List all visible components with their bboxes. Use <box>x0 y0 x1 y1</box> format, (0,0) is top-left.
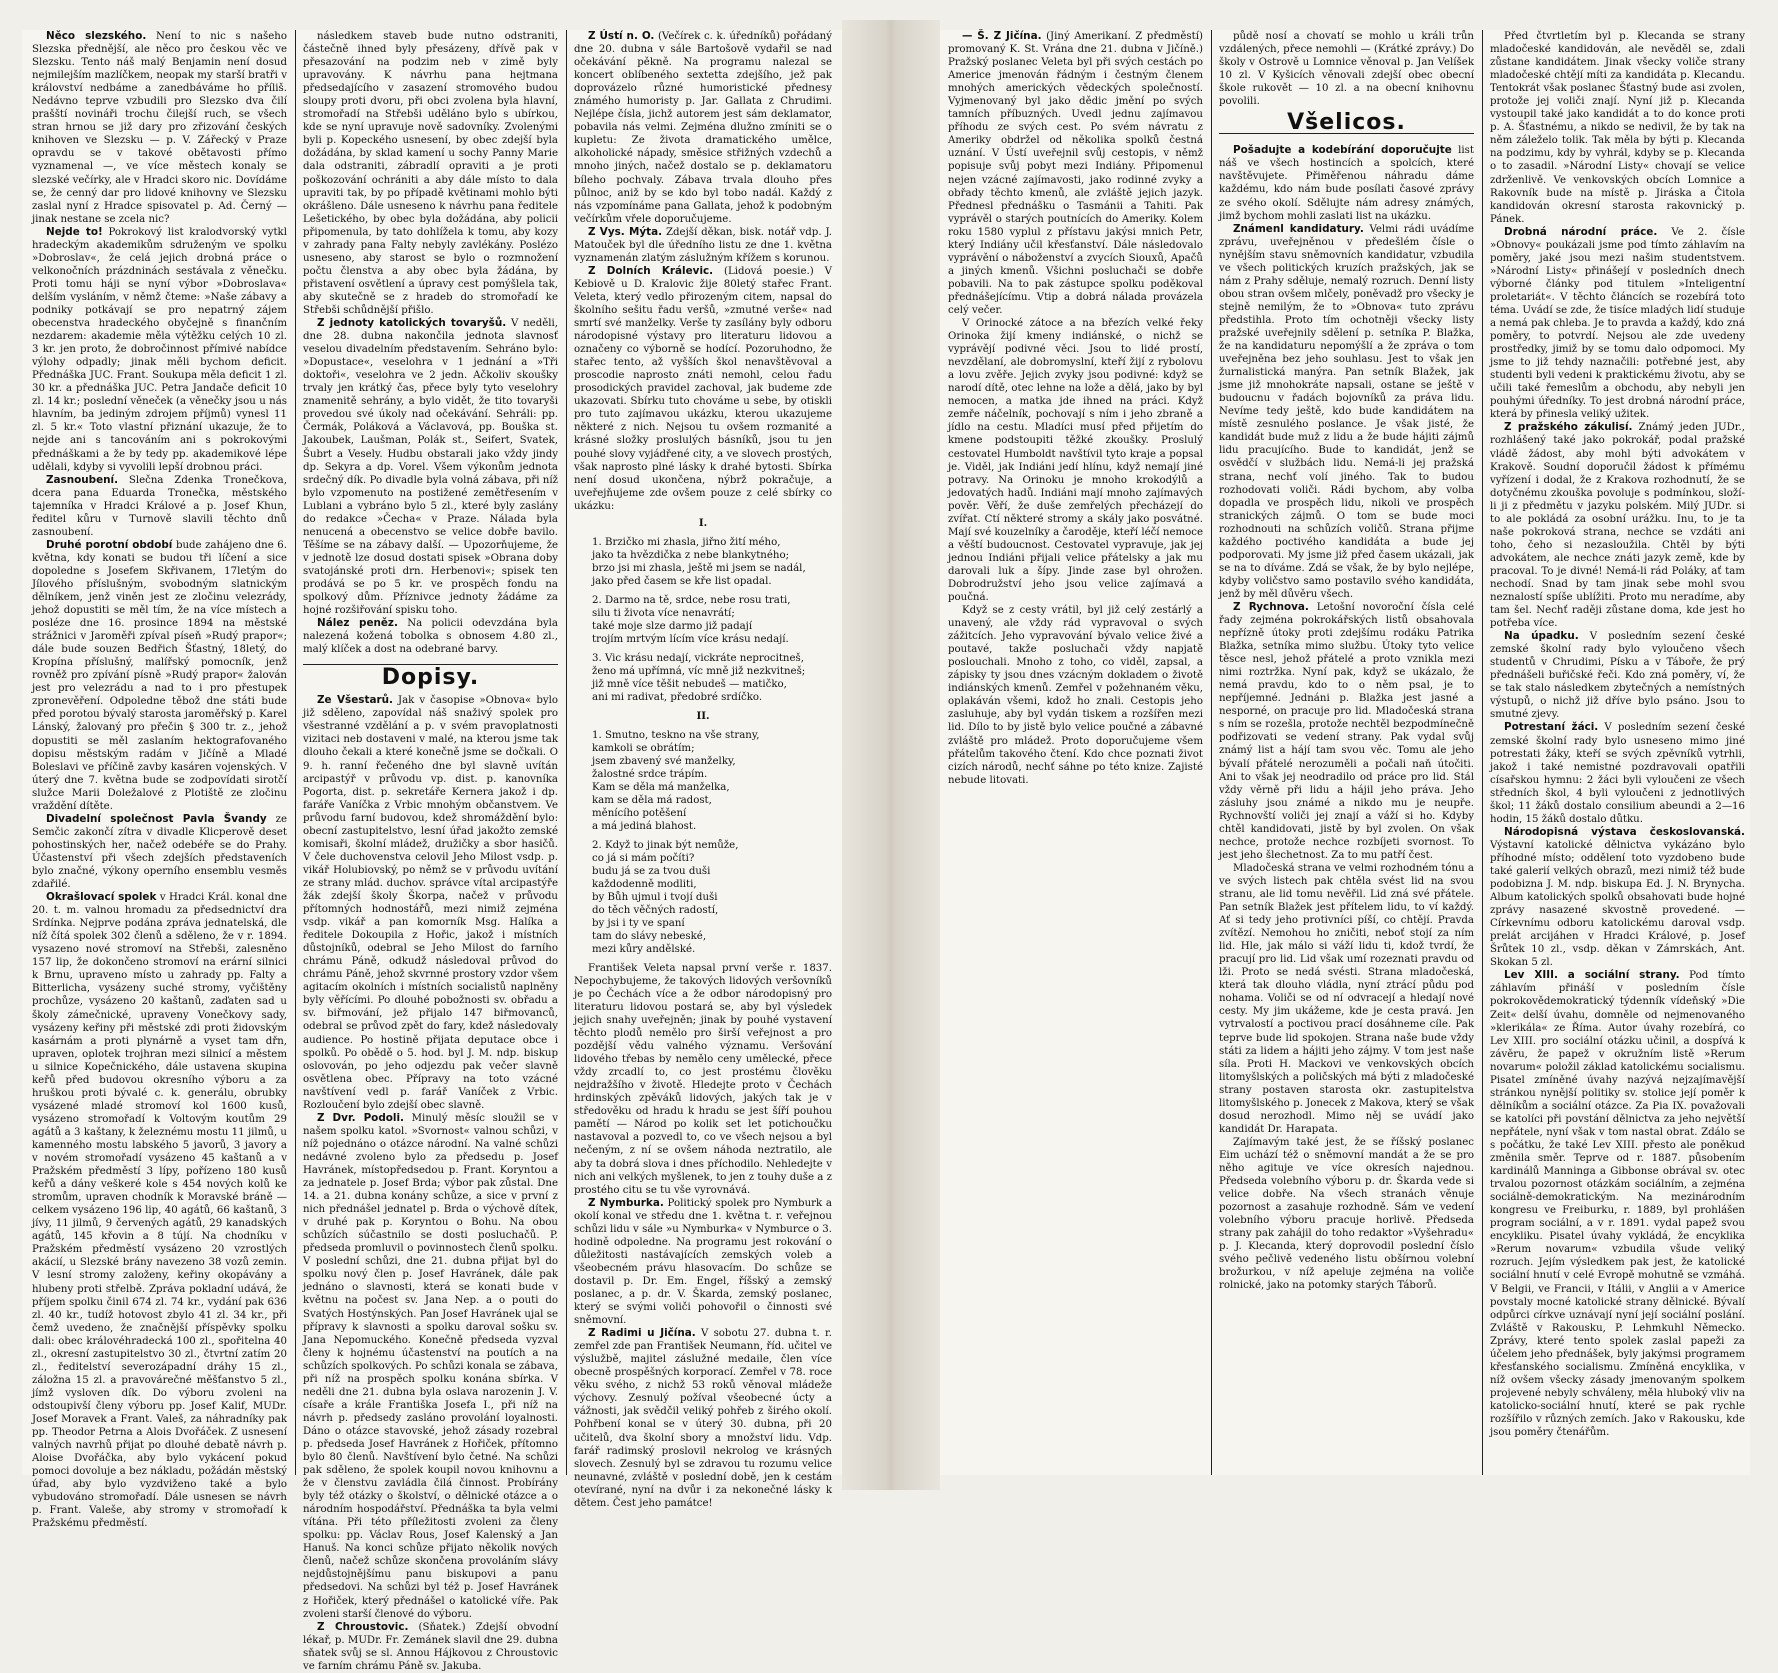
article-paragraph <box>303 30 558 317</box>
article-headline: Z Rychnova. <box>1233 600 1309 613</box>
article-text: Mladočeská strana ve velmi rozhodném tónu a ve svých listech pak chtěla svést lid na svou stranu, ale lid tomu nevěřil. Lid zná své přátele. Pan setník Blažek jest přítelem lidu, to ví každý. Ať si tedy jeho protivníci píší, co chtějí. Pravda zvítězí. Nemohou ho zničiti, neboť stojí za ním lid. Hle, jak málo si váží lidu ti, kdož tvrdí, že pracují pro lid. Lid však umí rozeznati pravdu od lži. Proto se nedá svésti. Strana mladočeská, která tak dlouho vládla, nyní ztrácí půdu pod nohama. Voliči se od ní odvracejí a hledají nové cesty. My jim ukážeme, kde je cesta pravá. Jen vytrvalostí a poctivou prací dosáhneme cíle. Pak teprve bude lid spokojen. Strana naše bude vždy státi za lidem a hájiti jeho zájmy. V tom jest naše síla. Proti H. Mackovi ve venkovských obcích litomyšlských a poličských má býti z mladočeské strany postaven starosta okr. zastupitelstva litomyšlského p. Jonecek z Makova, který se však dosud nerozhodl. Mimo něj se uvádí jako kandidát Dr. Harapata. <box>1219 862 1474 1135</box>
article-headline: Z Vys. Mýta. <box>588 225 663 238</box>
poem-line: každodenně modliti, <box>592 878 697 890</box>
article-headline: Z pražského zákulisí. <box>1504 421 1633 434</box>
article-text: Letošní novoroční čísla celé řady zejména pokrokářských listů obsahovala nepřízně útoky proti zdejšímu rodáku Patrika Blažka, setníka mimo službu. Útoky tyto velice těsce nesl, jehož přátelé a proto vznikla mezi nimi roztržka. Nyní pak, když se ukázalo, že nemá pravdu, kdo to o něm psal, je to nepříjemné. Jednáni p. Blažka jest jasné a nesporné, on pracuje pro lid. Mladočeská strana s ním se rozešla, protože nechtěl bezpodmínečně podřizovati se vedení strany. Pak vydal svůj známý list a hájí tam svou věc. Tomu ale jeho bývalí přátelé nerozuměli a počali naň útočiti. Ani to však jej neodradilo od práce pro lid. Stál vždy věrně při lidu a hájil jeho práva. Jeho zásluhy jsou známé a nikdo mu je neupře. Rychnovští voliči jej znají a váží si ho. Kdyby chtěl kandidovati, jistě by byl zvolen. On však nechce, protože nechce rozbíjeti svornost. To jest jeho šlechetnost. Za to mu patří čest. <box>1219 601 1474 861</box>
article-paragraph <box>303 1112 558 1621</box>
article-paragraph <box>1219 144 1474 222</box>
poem-line: 3. Vic krásu nedají, vickráte neprocitneš, <box>592 652 804 664</box>
poem-line: 2. Darmo na tě, srdce, nebe rosu trati, <box>592 594 791 606</box>
article-text: (Sňatek.) Zdejší obvodní lékař, p. MUDr. Fr. Zemánek slavil dne 29. dubna sňatek svůj se sl. Annou Hájkovou z Chroustovic ve farním chrámu Páně sv. Jakuba. <box>303 1621 558 1672</box>
article-paragraph <box>32 30 287 226</box>
poem-line: tam do slávy nebeské, <box>592 930 707 942</box>
article-text: V posledním sezení české zemské školní rady bylo usneseno mimo jiné potrestati žáky, kteří se svých zpěvníků vytrhli, jakož i také nemistné pozdravovali opatřili císařskou hymnu: 2 žáci byli vyloučeni ze všech středních škol, 4 byli vyloučeni z jednotlivých škol; 11 žáků dostalo consilium abeundi a 2—16 hodin, 15 žáků dostalo důtku. <box>1490 722 1745 825</box>
article-text: (Jiný Amerikaní. Z předměstí) promovaný K. St. Vrána dne 21. dubna v Jičíně.) Pražský poslanec Veleta byl při svých cestách po Americe jmenován řádným i čestným členem mnohých amerických vědeckých společností. Vyjmenovaný byl jako dědic jmění po svých tamních příbuzných. Uvedl jednu zajímavou příhodu ze svých cest. Po svém návratu z Ameriky obdržel od několika spolků čestná uznání. V Ústí uveřejnil svůj cestopis, v němž popisuje svůj pobyt mezi Indiány. Připomenul nejen vzácné zajímavosti, jako rodinné zvyky a obřady těchto kmenů, ale zvláště jejich jazyk. Přednesl přednášku o Tasmánii a Tahiti. Pak vyprávěl o starých poutnících do Ameriky. Kolem roku 1580 vyplul z přístavu jakýsi mnich Petr, který Indiány učil křesťanství. Dále následovalo vyprávění o náboženství a zvycích Siouxů, Apačů a jiných kmenů. Všichni posluchači se dobře pobavili. Na to pak zástupce spolku poděkoval přednášejícímu. Vtip a dobrá nálada provázela celý večer. <box>948 31 1203 316</box>
poem-line: silu ti života více nenavrátí; <box>592 607 735 619</box>
article-text: ze Semčic zakončí zítra v divadle Klicperově deset pohostinských her, načež odebéře se do Prahy. Účastenství při všech zdejších představeních bylo značné, výkony operního ensemblu vesměs zdařilé. <box>32 813 287 891</box>
article-text: Není to nic s našeho Slezska přednější, ale něco pro českou věc ve Slezsku. Tento náš malý Benjamin není dosud nejmilejším mazlíčkem, neopak my starší bratři v království nedbáme a zanedbáváme ho příliš. Nedávno teprve vzbudili pro Slezsko dva čilí prašští novináři trochu čilejší ruch, se všech stran hrnou se již dary pro zřizování českých knihoven ve Slezsku — p. V. Zářecký v Praze opravdu se v takové obětavosti přímo vyznamenal —, ve více městech konaly se slezské večírky, ale v Hradci skoro nic. Dovídáme se, že cenný dar pro lidové knihovny ve Slezsku zaslal nyní z Hradce spisovatel p. Ad. Černý — jinak nestane se zcela nic? <box>32 31 287 225</box>
article-headline: Z Radimi u Jičína. <box>588 1327 696 1340</box>
poem-stanza <box>592 652 832 704</box>
book-gutter <box>842 20 940 1490</box>
article-text: Zdejší děkan, bisk. notář vdp. J. Matouček byl dle úředního listu ze dne 1. května vyznamenán zlatým záslužným křížem s korunou. <box>574 226 832 264</box>
article-headline: Z jednoty katolických tovaryšů. <box>317 317 507 330</box>
poem-line: a má jediná blahost. <box>592 820 697 832</box>
article-paragraph <box>32 891 287 1530</box>
article-headline: Něco slezského. <box>46 30 147 42</box>
column-rule <box>1482 30 1483 1475</box>
article-headline: Zasnoubení. <box>46 473 119 486</box>
section-heading: Dopisy. <box>303 664 558 684</box>
poem-line: také moje slze darmo již padají <box>592 620 753 632</box>
right-page <box>940 30 1750 1475</box>
poem-line: Kam se děla má manželka, <box>592 781 730 793</box>
article-paragraph <box>1219 223 1474 601</box>
poem-line: již mně více těšit nebudeš — matičko, <box>592 678 787 690</box>
column-4 <box>948 30 1203 1475</box>
article-paragraph <box>1219 1136 1474 1293</box>
left-page <box>22 30 842 1672</box>
article-text: Pod tímto záhlavím přináší v posledním čísle pokrokovědemokratický týdenník vídeňský »Die Zeit« delší úvahu, domněle od nejmenovaného »klerikála« ze Říma. Autor úvahy rozebírá, co Lev XIII. pro sociální otázku učinil, a dospívá k závěru, že papež v okružním listě »Rerum novarum« položil základ katolickému socialismu. Pisatel zmíněné úvahy nazývá nejzajímavější stránkou nynější politiky sv. stolice její poměr k dělníkům a sociální otázce. Za Pia IX. považovali se katolíci při povstání dělnictva za jeho největší nepřátele, nyní však v tom nastal obrat. Zdálo se s počátku, že také Lev XIII. přesto ale poněkud změnila směr. Teprve od r. 1887. působením kardinálů Manninga a Gibbonse obrával sv. otec trvalou pozornost otázkám sociálním, a zejména sociálně-demokratickým. Na mezinárodním kongresu ve Freiburku, r. 1889, byl prohlášen program sociální, a v r. 1891. vydal papež svou encykliku. Pisatel úvahy vykládá, že encyklika »Rerum novarum« vzbudila všude veliký rozruch. Jejím výsledkem pak jest, že katolické sociální hnutí v celé Evropě mohutně se vzmáhá. V Belgii, ve Francii, v Itálii, v Anglii a v Americe povstaly mocné katolické strany dělnické. Bývalí odpůrci církve uznávají nyní její sociální poslání. Zvláště v Rakousku, P. Lehmkuhl Německo. Zprávy, které tento spolek zaslal papeži za účelem jeho přednášek, byly jakýmsi programem křesťanského socialismu. Zmíněná encyklika, v níž ovšem všecky zásady jmenovaným spolkem projevené nebyly schváleny, měla hluboký vliv na katolicko-sociální hnutí, které se pak rychle rozšířilo v různých zemích. Jako v Rakousku, kde jsou poměry čtenářům. <box>1490 970 1745 1439</box>
article-headline: Z Dvr. Podoli. <box>317 1111 404 1124</box>
article-headline: Z Dolních Králevic. <box>588 264 714 277</box>
poem-line: kamkoli se obrátím; <box>592 742 695 754</box>
article-paragraph <box>1219 601 1474 862</box>
article-paragraph <box>574 265 832 513</box>
article-headline: Z Chroustovic. <box>317 1620 409 1633</box>
article-headline: Nejde to! <box>46 225 103 238</box>
article-paragraph <box>1490 226 1745 422</box>
article-text: Na policii odevzdána byla nalezená kožená tobolka s obnosem 4.80 zl., malý klíček a dost na odebrané barvy. <box>303 618 559 656</box>
article-text: Pokrokový list kralodvorský vytkl hradeckým akademikům sdruženým ve spolku »Dobroslav«, že celá jejich drobná práce o velkonočních prázdninách sestávala z věnečku. Proti tomu háji se nyní výbor »Dobroslava« delším vysláním, v němž čteme: »Naše zábavy a podniky potkávají se pro nepatrný zájem obecenstva hradeckého obyčejně s finančním nezdarem: akademie měla výtěžku celých 10 zl. 3 kr. jen proto, že dobročinnost přímivé nabídce výlohy odpadly; jinak měli bychom deficit. Přednáška JUC. Frant. Soukupa měla deficit 1 zl. 30 kr. a přednáška JUC. Petra Jandače deficit 10 zl. 14 kr.; poslední věneček (a věnečky jsou u nás hlavním, ba jediným zdrojem příjmů) vynesl 11 zl. 5 kr.« Toto vlastní přiznání ukazuje, že to nejde ani s tancováním ani s pokrokovými přednáškami a že by tedy pp. akademikové lépe udělali, kdyby si vyvolili lepší drobnou práci. <box>32 226 287 473</box>
poem-line: žalostné srdce trápím. <box>592 768 708 780</box>
poem-line: jsem zbavený své manželky, <box>592 755 736 767</box>
article-headline: Na úpadku. <box>1504 630 1579 643</box>
article-paragraph <box>1490 969 1745 1439</box>
article-headline: Potrestaní žáci. <box>1504 721 1599 734</box>
article-headline: Divadelní společnost Pavla Švandy <box>46 812 267 825</box>
article-paragraph <box>948 30 1203 317</box>
article-text: Politický spolek pro Nymburk a okolí konal ve středu dne 1. května t. r. veřejnou schůzi lidu v sále »u Nymburka« v Nymburce o 3. hodině odpoledne. Na programu jest rokování o důležitosti nastávajících zemských voleb a všeobecném právu hlasovacím. Do schůze se dostavil p. Dr. Em. Engel, říšský a zemský poslanec, a p. dr. V. Škarda, zemský poslanec, který se svými voliči pohovořil o činnosti své sněmovní. <box>574 1197 832 1327</box>
poem-part-number: II. <box>696 709 710 722</box>
poem-line: budu já se za tvou duši <box>592 865 711 877</box>
article-text: V sobotu 27. dubna t. r. zemřel zde pan František Neumann, říd. učitel ve výslužbě, majitel záslužné medaile, člen více obecně prospěšných korporací. Zemřel v 78. roce věku svého, z nichž 53 roků věnoval mládeže výchovy. Zesnulý požíval všeobecné úcty a vážnosti, jak svědčil veliký pohřeb z širého okolí. Pohřbení konal se v úterý 30. dubna, při 20 učitelů, dva školní sbory a množství lidu. Vdp. farář radimský proslovil nekrolog ve krásných slovech. Zesnulý byl se zdravou tu rozumu velice neunavné, zvláště v poslední době, jen k cestám otevírané, nyní na dvůr i za nekonečné lásky k dětem. Čest jeho památce! <box>574 1328 832 1509</box>
article-paragraph <box>1219 862 1474 1136</box>
article-text: Známý jeden JUDr., rozhlášený také jako pokrokář, podal pražské vládě žádost, aby mohl býti advokátem v Krakově. Soudní doporučil žádost k přímému vyřízení i dodal, že z Krakova rozhodnutí, že se dotyčnému zkouška povoluje s podmínkou, složí-li ji z předmětu v jazyku polském. Milý JUDr. si to ale pokládá za osobní urážku. Inu, to je ta naše pokroková strana, nechce se vzdáti ani toho, čeho si nezasloužila. Chtěl by býti advokátem, ale nechce znáti jazyk země, kde by pracoval. To je divné! Nemá-li rád Poláky, ať tam nechodí. Snad by tam jinak sebe mohl svou neznalostí spíše ublížiti. Proto mu neradíme, aby tam šel. Nechť raději zůstane doma, kde jest ho potřeba více. <box>1490 422 1745 630</box>
article-paragraph <box>1490 826 1745 970</box>
column-rule <box>295 30 296 1475</box>
article-paragraph <box>32 539 287 813</box>
column-1 <box>32 30 288 1530</box>
article-text: V posledním sezení české zemské školní rady bylo vyloučeno všech studentů v Chrudimi, Písku a v Táboře, že prý přednášeli buřičské řeči. Kdo zná poměry, ví, že se tak stalo následkem zbytečných a nemístných výstupů, o nichž již dříve bylo psáno. Jsou to smutné zjevy. <box>1490 631 1745 721</box>
article-text: Když se z cesty vrátil, byl již celý zestárlý a unavený, ale vždy rád vypravoval o svých zážitcích. Jeho vypravování bývalo velice živé a poutavé, takže posluchači vždy napjatě poslouchali. Mnoho z toho, co viděl, zapsal, a zápisky ty jsou dnes vzácným dokladem o životě indiánských kmenů. Zemřel v požehnaném věku, oplakáván všemi, kdož ho znali. Cestopis jeho zasluhuje, aby byl vydán tiskem a rozšířen mezi lid. Dílo to by jistě bylo velice poučné a zábavné zvláště pro mládež. Proto doporučujeme všem přátelům takového čtení. Kdo chce poznati život cizích národů, nechť sáhne po této knize. Zajisté nebude litovati. <box>948 605 1203 786</box>
article-headline: Okrašlovací spolek <box>46 891 157 904</box>
section-heading: Všelicos. <box>1219 116 1474 134</box>
article-paragraph <box>948 604 1203 787</box>
article-paragraph <box>32 474 287 539</box>
poem-line: měnícího potěšení <box>592 807 687 819</box>
article-headline: Národopisná výstava českoslovanská. <box>1504 825 1745 838</box>
article-paragraph <box>574 962 832 1197</box>
article-text: v Hradci Král. konal dne 20. t. m. valnou hromadu za předsednictví dra Srdínka. Nejprve podána zpráva jednatelská, dle níž čítá spolek 302 členů a sděleno, že v r. 1894. vysazeno nové stromoví na Střebši, zalesněno 157 lip, že dokončeno stromoví na erární silnici k Brnu, upraveno místo u zahrady pp. Falty a Bitterlicha, vysázeny suché stromy, vyčištěny prochůze, vysázeno 20 kaštanů, zaďaten sad u školy zámečnické, upraveny Vonečkovy sady, vysázeny keřiny při městské zdi proti židovským kasárnám a proti plynárně a vyset tam dřn, upraven, oplotek trojhran mezi silnicí a městem u silnice Kopečnického, dále ustavena skupina keřů před budovou okresního výboru a za hruškou proti bývalé c. k. generálu, obrubky vysázené mladé stromoví kol 1600 kusů, vysázeno stromořadí k Voltovým koutům 29 agátů a 3 kaštany, k železnému mostu 11 jilmů, u kamenného mostu labského 5 javorů, 3 javory a v novém stromořadí vysázeno 45 kaštanů a v Pražském předměstí 3 lípy, pořízeno 180 kusů keřů a dány veškeré kole s 454 nových kolů ke stromům, upraven chodník k Moravské bráně — celkem vysázeno 196 lip, 40 agátů, 66 kaštanů, 3 jívy, 11 jilmů, 9 červených agátů, 29 kanadských agátů, 145 křovin a 8 tújí. Na chodníku v Pražském předměstí vysázeno 20 vzrostlých akácií, u Slezské brány navezeno 38 vozů zemin. V lesní stromy založeny, keřiny okopávány a hlubeny proti střelbě. Zpráva pokladní udává, že příjem spolku činil 674 zl. 74 kr., vydání pak 636 zl. 40 kr., tudíž hotovost zbylo 41 zl. 34 kr., při čemž uvedeno, že značnější příspěvky spolku dali: obec královéhradecká 100 zl., spořitelna 40 zl., okresní zastupitelstvo 30 zl., čtvrtní zatím 20 zl., ředitelství severozápadní dráhy 15 zl., záložna 15 zl. a pravovárečné měšťanstvo 5 zl., jímž vysloven dík. Do výboru zvoleni na odstoupivší členy výboru pp. Josef Kalif, MUDr. Josef Moravek a Frant. Valeš, za náhradníky pak pp. Theodor Petrna a Alois Dvořáček. Z usnesení valných navrhů přijat po dlouhé debatě návrh p. Aloise Dvořáčka, aby bylo vykácení pokud pomoci dovoluje a bez nákladu, požádán městský úřad, aby bylo vyzdviženo také a bylo vybudováno stromořadí. Dále usnesen se návrh p. Frant. Valeše, aby stromy v stromořadí k Pražskému předměstí. <box>32 892 287 1530</box>
column-2 <box>303 30 559 1672</box>
poem-line: ani mi radivat, předobré srdíčko. <box>592 691 763 703</box>
poem-line: jako před časem se kře list opadal. <box>592 575 772 587</box>
article-paragraph <box>32 226 287 474</box>
article-headline: Z Nymburka. <box>588 1196 664 1209</box>
article-paragraph <box>574 30 832 226</box>
poem-line: jako ta hvězdička z nebe blankytného; <box>592 549 790 561</box>
poem-stanza <box>592 594 832 646</box>
article-paragraph <box>1490 30 1745 226</box>
article-headline: Ze Všestarů. <box>317 694 393 707</box>
article-paragraph <box>1490 721 1745 825</box>
article-paragraph <box>574 1327 832 1510</box>
poem-stanza <box>592 536 832 588</box>
article-headline: Lev XIII. a sociální strany. <box>1504 969 1680 982</box>
article-paragraph <box>1490 421 1745 630</box>
article-text: V Orinocké zátoce a na březích velké řeky Orinoka žijí kmeny indiánské, o nichž se vyprávějí podivné věci. Jsou to lidé prostí, nevzdělaní, ale dobromyslní, kteří žijí z rybolovu a lovu zvěře. Jejich zvyky jsou podivné: když se narodí dítě, otec lehne na lože a dělá, jako by byl nemocen, a matka jde ihned na práci. Když zemře náčelník, pochovají s ním i jeho zbraně a jídlo na cestu. Mladíci musí před přijetím do kmene podstoupiti těžké zkoušky. Proslulý cestovatel Humboldt navštívil tyto kraje a popsal je. Viděl, jak Indiáni jedí hlínu, když nemají jiné potravy. Na Orinoku je mnoho krokodýlů a jedovatých hadů. Indiáni mají mnoho zajímavých pověr. Věří, že duše zemřelých přecházejí do zvířat. Ctí některé stromy a skály jako posvátné. Mají své kouzelníky a čaroděje, kteří léčí nemoce a věští budoucnost. Cestovatel vypravuje, jak jej jednou Indiáni přijali velice přátelsky a jak mu darovali luk a šípy. Jinde zase byl ohrožen. Dobrodružství jeho jsou velice zajímavá a poučná. <box>948 318 1203 604</box>
article-paragraph <box>303 617 558 656</box>
poem-line: by Bůh ujmul i tvojí duši <box>592 891 718 903</box>
article-text: Zajímavým také jest, že se říšský poslanec Eim uchází též o sněmovní mandát a že se pro něho agituje ve více okresích najednou. Předseda volebního výboru p. dr. Škarda vede si velice dobře. Na všech stranách věnuje pozornost a zasahuje rozhodně. Sám ve vedení volebního výboru pracuje horlivě. Předseda strany pak zahájil do toho redaktor »Vyšehradu« p. J. Klecanda, který doprovodil poslední číslo svého pečlivě vedeného listu obšírnou volební brožurkou, v níž apeluje zejména na voliče rolnické, jako na potomky starých Táborů. <box>1219 1136 1474 1292</box>
article-headline: Pošadujte a kodebírání doporučujte <box>1233 144 1452 157</box>
article-text: následkem staveb bude nutno odstraniti, částečně ihned byly přesázeny, dřívě pak v přesazování na podzim neb v zimě byly upravovány. K návrhu pana hejtmana předsedajícího v zasazení stromového budou sloupy proti dvoru, při obci zvolena byla hlavní, stromořadí na Střebši uděláno bylo s ubírkou, kde se nyní upravuje nově sadovníky. Zvolenými byli p. Kopeckého usnesení, by obec zdejší byla dožádána, by sklad kamení u sochy Panny Marie dala odstraniti, zábradlí opraviti a je proti poškozování ochrániti a aby dále místo to dala upraviti tak, by po případě květinami mohlo býti okrášleno. Dále usneseno k návrhu pana ředitele Lešetického, by obec byla dožádána, aby policii připomenula, by tato dohlížela k tomu, aby kozy v zahrady pana Falty nebyly zavlékány. Poslézo usneseno, aby starost se bylo o rozmnožení počtu členstva a aby obec byla žádána, by přistavení osvětlení a úpravy cest pomýšlela tak, aby skutečně se z hradeb do stromořadí ke Střebši schůdnější přišlo. <box>303 31 558 316</box>
article-text: Před čtvrtletím byl p. Klecanda se strany mladočeské kandidován, ale nevěděl se, zdali zůstane kandidátem. Jinak všecky voliče strany mladočeské chtějí míti za kandidáta p. Klecandu. Tentokrát však poslanec Šťastný bude asi zvolen, protože jej voliči znají. Nyní již p. Klecanda vystoupil také jako kandidát a to do konce proti p. A. Šťastnému, a nikdo se nedivil, že by tak na něm záleželo tolik. Tak měla by býti p. Klecanda na podzimu, kdy by vyhrál, kdyby se p. Klecanda o to zasadil. »Národní Listy« chovají se velice zdrženlivě. Ve venkovských obcích Lomnice a Rakovník bude na místě p. Jiráska a Čitola kandidován okresní starosta rakovnický p. Pánek. <box>1490 31 1745 225</box>
article-headline: Druhé porotní období <box>46 538 173 551</box>
poem-line: trojím mrtvým lícím více krásu nedají. <box>592 633 789 645</box>
article-paragraph <box>1219 30 1474 108</box>
article-paragraph <box>303 317 558 617</box>
article-text: Slečna Zdenka Tronečkova, dcera pana Eduarda Tronečka, městského tajemníka v Hradci Králové a p. Josef Khun, ředitel kůru v Turnově slavili těchto dnů zasnoubení. <box>32 474 287 538</box>
poem-stanza <box>592 839 832 956</box>
article-text: půdě nosí a chovatí se mohlo u králi trůn vzdálených, přece nemohli — (Krátké zprávy.) Do školy v Ostrově u Lomnice věnoval p. Jan Velíšek 10 zl. V Kyšicích věnovali zdejší obec obecní škole rukovět — 10 zl. a na obecní knihovnu povolili. <box>1219 31 1474 108</box>
article-text: Velmi rádi uvádíme zprávu, uveřejněnou v předešlém čísle o nynějším stavu sněmovních kandidatur, vzbudila ve všech politických kruzích pražských, jak se nám z Prahy sděluje, nemalý rozruch. Denní listy obou stran ovšem mlčely, poněvadž pro všecky je stejně nemilým, že to »Obnova« tuto zprávu předstihla. Proto tím ochotněji všecky listy pražské uveřejnily sdělení p. setníka P. Blažka, že na kandidaturu nepomýšlí a že zpráva o tom uveřejněna bez jeho souhlasu. Jest to však jen žurnalistická manýra. Pan setník Blažek, jak jsme již mnohokráte napsali, ostane se ještě v budoucnu v řadách bojovníků za práva lidu. Nevíme tedy ještě, kdo bude kandidátem na místě zesnulého poslance. Je však jisté, že kandidát bude muž z lidu a že bude hájiti zájmů lidu pracujícího. Bude to kandidát, jenž se osvědčí v službách lidu. Nemá-li jej pražská strana, nechť volí jiného. Tak to budou rozhodovati voliči. Rádi bychom, aby volba dopadla ve prospěch lidu, nikoli ve prospěch stranických zájmů. O tom se bude moci rozhodnouti na schůzích voličů. Strana přijme každého poctivého kandidáta a bude jej podporovati. My jsme již před časem ukázali, jak se na to díváme. Zdá se však, že by bylo nejlépe, kdyby voličstvo samo postavilo svého kandidáta, jenž by měl důvěru všech. <box>1219 223 1474 600</box>
column-6 <box>1490 30 1745 1475</box>
article-paragraph <box>32 813 287 891</box>
article-paragraph <box>303 1621 558 1673</box>
article-text: (Lidová poesie.) V Kebiově u D. Kralovic žije 80letý stařec Frant. Veleta, který vedlo přirozeným citem, napsal do školního sešitu řadu veršů, »zmutné verše« nad smrtí své manželky. Verše ty zasílány byly odboru národopisné výstavy pro literaturu lidovou a označeny co výborně se hodící. Pozoruhodno, že stařec tento, až vyšších škol nenavštěvoval a proscodie naprosto znáti nemohl, celou řadu prosodických pravidel zachoval, jak budeme zde ukazovati. Sbírku tuto chováme u sebe, by otiskli pro tuto zajímavou ukázku, kterou ukazujeme některé z nich. Nejsou tu ovšem rozmanité a krásné složky proslulých básníků, jsou tu jen pouhé slovy vyjádřené city, a ve slovech prostých, však naprosto plné lásky k drahé bytosti. Sbírka není dosud ukončena, nýbrž pokračuje, a uveřejňujeme zde ovšem pouze z celé sbírky co ukázku: <box>574 265 832 512</box>
article-paragraph <box>948 317 1203 604</box>
poem-line: by jsi i ty ve spaní <box>592 917 685 929</box>
poem-line: mezi kůry andělské. <box>592 943 696 955</box>
poem-part-number: I. <box>698 516 708 529</box>
article-paragraph <box>1490 630 1745 721</box>
column-3 <box>574 30 832 1509</box>
article-text: list náš ve všech hostincích a spolcích, které navštěvujete. Přiměřenou náhradu dáme každému, kdo nám bude posílati časové zprávy ze svého okolí. Sdělujte nám adresy známých, jimž bychom mohli zaslati list na ukázku. <box>1219 145 1474 222</box>
column-rule <box>566 30 567 1475</box>
article-headline: Nález peněz. <box>317 617 398 630</box>
poem-line: kam se děla má radost, <box>592 794 712 806</box>
poem-line: co já si mám počíti? <box>592 852 695 864</box>
article-text: Ve 2. čísle »Obnovy« poukázali jsme pod tímto záhlavím na poměry, jaké jsou mezi našim studentstvem. »Národní Listy« přinášejí v posledních dnech výborné články pod titulem »Inteligentní proletariát«. V těchto článcích se rozebírá toto téma. Uvádí se zde, že tisíce mladých lidí studuje a nemá pak chleba. Je to pravda a každý, kdo zná poměry, to potvrdí. Nejsou ale zde uvedeny prostředky, jimiž by se tomu dalo odpomoci. My jsme to již tehdy naznačili: potřebné jest, aby studenti byli vedeni k praktickému životu, aby se učili také řemeslům a obchodu, aby nebyli jen pouhými úředníky. To jest drobná národní práce, která by přinesla veliký užitek. <box>1490 226 1745 421</box>
article-text: Výstavní katolické dělnictva vykázáno bylo příhodné místo; oddělení toto vyzdobeno bude také galerií velkých obrazů, mezi nimiž též bude podobizna J. M. ndp. biskupa Ed. J. N. Brynycha. Album katolických spolků obsahovati bude hojné zprávy nasazené skvostně provedené. — Církevnímu odboru katolickému daroval vsdp. prelát arcijáhen v Hradci Králové, p. Josef Šrůtek 10 zl., vsdp. děkan v Zámrskách, Ant. Skokan 5 zl. <box>1490 839 1745 969</box>
poem-line: ženo má upřímná, víc mně již nezkvitneš; <box>592 665 806 677</box>
poem-line: do těch věčných radostí, <box>592 904 719 916</box>
poem-stanza <box>592 729 832 833</box>
article-text: Minulý měsíc sloužil se v našem spolku katol. »Svornost« valnou schůzi, v níž pojednáno o otázce národní. Na valné schůzi nedávné zvoleno bylo za předsedu p. Josef Havránek, místopředsedou p. Frant. Koryntou a za jednatele p. Josef Brda; výbor pak zůstal. Dne 14. a 21. dubna konány schůze, a sice v první z nich přednášel jednatel p. Brda o výchově dítek, v druhé pak p. Koryntou o Bohu. Na obou schůzích súčastnilo se dosti posluchačů. P. předseda promluvil o povinnostech členů spolku. V poslední schůzi, dne 21. dubna přijat byl do spolku nový člen p. Josef Havránek, dále pak jednáno o slavnosti, která se konati bude v květnu na počest sv. Jana Nep. a o pouti do Svatých Hostýnských. Pan Josef Havránek ujal se přípravy k slavnosti a spolku daroval sošku sv. Jana Nepomuckého. Konečně předseda vyzval členy k hojnému účastenství na poutích a na schůzích spolkových. Po schůzi konala se zábava, při níž na prospěch spolku konána sbírka. V neděli dne 21. dubna byla oslava narozenin J. V. císaře a krále Františka Josefa I., při níž na návrh p. předsedy zasláno provolání loyalnosti. Dáno o otázce stavovské, jehož zásady rozebral p. předseda Josef Havránek z Hořiček, přítomno bylo 80 členů. Navštívení bylo četné. Na schůzi pak sděleno, že spolek koupil novou knihovnu a že v členstvu zavládla čilá činnost. Probírány byly též otázky o školství, o dělnické otázce a o národním hospodářství. Přednáška ta byla velmi vítána. Při této příležitosti zvoleni za členy spolku: pp. Václav Rous, Josef Kalenský a Jan Hanuš. Na konci schůze přijato několik nových členů, načež schůze skončena provoláním slávy nejdůstojnějšímu panu biskupovi a panu předsedovi. Na schůzi byl též p. Josef Havránek z Hořiček, který přednášel o katolické víře. Pak zvoleni starší členové do výboru. <box>303 1112 558 1620</box>
article-headline: — Š. Z Jičína. <box>962 30 1042 42</box>
article-headline: Z Ústí n. O. <box>588 30 655 42</box>
article-headline: Známenl kandidatury. <box>1233 222 1364 235</box>
article-text: V neděli, dne 28. dubna nakončila jednota slavnosť veselou divadelním představením. Sehráno bylo: »Dopustace«, veselohra v 1 jednání a »Tři doktoři«, veselohra ve 2 jedn. Ačkoliv skoušky trvaly jen krátký čas, přece byly tyto veselohry znamenitě sehrány, a bylo vidět, že tito tovaryši provedou své úkoly nad očekávání. Sehráli: pp. Čermák, Poláková a Václavová, pp. Bouška st. Jakoubek, Laušman, Polák st., Seifert, Svatek, Šubrt a Vesely. Hudbu obstarali jako vždy jindy dp. Sekyra a dp. Vorel. Všem výkonům jednota srdečný dík. Po divadle byla volná zábava, při níž bylo vzpomenuto na postižené zemětřesením v Lublani a vybráno bylo 5 zl., které byly zaslány do redakce »Čecha« v Praze. Nálada byla nenucená a obecenstvo se velice dobře bavilo. Těšíme se na zábavy další. — Upozorňujeme, že v jednotě lze dosud dostati spisek »Obrana doby svatojánské proti drn. Herbenovi«; spisek ten prodává se po 5 kr. ve prospěch fondu na spolkový dům. Příznivce jednoty žádáme za hojné rozšiřování spisku toho. <box>303 318 558 617</box>
column-rule <box>1211 30 1212 1475</box>
column-5 <box>1219 30 1474 1475</box>
article-paragraph <box>574 226 832 265</box>
article-paragraph <box>574 1197 832 1327</box>
article-text: František Veleta napsal první verše r. 1837. Nepochybujeme, že takových lidových veršovníků je po Čechách více a že odbor národopisný pro literaturu lidovou postará se, aby byl výsledek jejich snahy uveřejněn; jinak by pouhé vystavení těchto plodů nemělo pro širší veřejnost a pro pozdější vědu valného významu. Veršování lidového třebas by nemělo ceny umělecké, přece vždy zrcadlí to, co jest prostému člověku nejdražšího v životě. Hledejte proto v Čechách hrdinských zpěváků lidových, jakých tak je v středověku od hradu k hradu se jest šíří pouhou pamětí — Národ po kolik set let potichoučku nastavoval a pozvedl to, co ve všech nejsou a byl nečeným, z ní se ovšem náhoda neztratilo, ale aby ta dobrá slova i dnes příchodilo. Nehledejte v nich ani velkých myšlenek, to jen z touhy duše a z prostého citu se tu vše vyrovnává. <box>574 962 832 1196</box>
article-text: (Večírek c. k. úředníků) pořádaný dne 20. dubna v sále Bartošově vydařil se nad očekávání pěkně. Na programu nalezal se koncert oblíbeného sextetta zdejšího, jež pak doprovázelo různé humoristické přednesy známého humoristy p. Jar. Gallata z Chrudimi. Nejlépe čísla, jichž autorem jest sám deklamator, pobavila nás velmi. Zejména dlužno zmíniti se o kupletu: Ze života dramatického umělce, alkoholické nápady, směsice střižných vzdechů a mnoho jiných, načež dostalo se p. deklamatoru bíleho pochvaly. Zábava trvala dlouho přes půlnoc, aniž by se kdo byl tobo nadál. Každý z nás vzpomínáme pana Gallata, jehož k podobným večírkům vřele doporučujeme. <box>574 31 832 225</box>
article-headline: Drobná národní práce. <box>1504 225 1658 238</box>
article-text: Jak v časopise »Obnova« bylo již sděleno, zapovídal náš snaživý spolek pro všestranné vzdělání a p. v svém pravoplatnosti vizitaci neb dostaveni v malé, na kterou jsme tak dlouho čekali a které konečně jsme se dočkali. O 9. h. ranní řečeného dne byl slavně uvítán arcipastýř v průvodu vp. dist. p. kanovníka Pogorta, dist. p. sekretáře Kernera jakož i dp. faráře Vaníčka z Vrbic mnohým občanstvem. Ve průvodu farní budovou, kdež shromáždění bylo: obecní zastupitelstvo, lesní úřad jakožto zemské komisaři, školní mládež, družičky a sbor hasičů. V čele duchovenstva celovil Jeho Milost vsdp. p. vikář Holubiovský, po němž se v průvodu uvítání ze strany mlád. duchov. správce vítal arcipastýře žák zdejší školy Škorpa, načež v průvodu přítomných hodnostářů, mezi nimiž zejména vsdp. vikář a pan komorník Msg. Halíka a ředitele Dokoupila z Hořic, jakož i místních důstojníků, odebral se Jeho Milost do farního chrámu Páně, odkudž následoval průvod do chrámu Páně, jehož skvrnné prostory vzdor všem agitacím okolních i místních socialistů naplněny byly věřícími. Po dlouhé pobožnosti sv. obřadu a sv. biřmování, jež přijalo 147 biřmovanců, odebral se průvod zpět do fary, kdež následovaly audience. Po hostině přijata deputace obce i spolků. Po obědě o 5. hod. byl J. M. ndp. biskup oslovován, po jeho odjezdu pak večer slavně osvětlena obec. Přípravy na toto vzácné navštívení vedl p. farář Vaníček z Vrbic. Rozloučení bylo zdejší obec slavně. <box>303 695 558 1111</box>
article-text: bude zahájeno dne 6. května, kdy konati se budou tři líčení a sice dopoledne s Josefem Skřivanem, 17letým do Jílového příslušným, svobodným slatnickým dělníkem, jenž viněn jest ze zločinu velezrády, jehož dopustiti se měl tím, že na více místech a posléze dne 16. prosince 1894 na městské strážnici v Jaroměři zpíval píseň »Rudý prapor«; dále bude souzen Bedřich Šťastný, 18letý, do Kropína příslušný, malířský pomocník, jenž rovněž pro zpívání písně »Rudý prapor« žalován jest pro velezrádu a nad to i pro přestupek zpronevěření. Odpoledne těbož dne státi bude před porotou bývalý starosta jaroměřský p. Karel Lánský, žalovaný pro přečin § 300 tr. z., jehož dopustiti se měl zaslaním hektografovaného dopisu městským radám v Jičíně a Mladé Boleslavi ve příčině zavby kasáren vojenských. V úterý dne 7. května bude se zodpovídati sirotčí služce Marii Doležalové z Plotiště ze zločinu vraždění dítěte. <box>32 539 288 812</box>
poem-line: 1. Brzičko mi zhasla, jiřno žití mého, <box>592 536 781 548</box>
poem-line: 1. Smutno, teskno na vše strany, <box>592 729 760 741</box>
poem-line: brzo jsi mi zhasla, ještě mi jsem se nadál, <box>592 562 806 574</box>
article-paragraph <box>303 694 558 1112</box>
poem-line: 2. Když to jinak být nemůže, <box>592 839 739 851</box>
